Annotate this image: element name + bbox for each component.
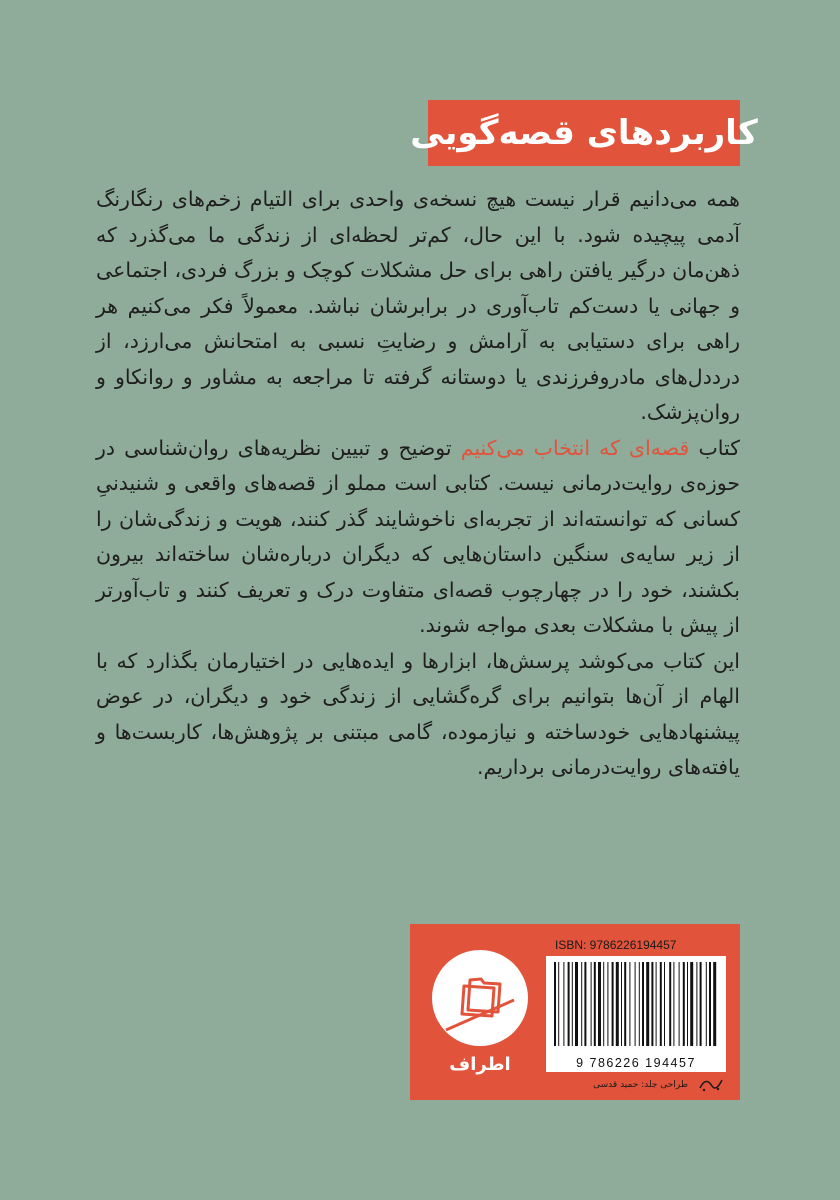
barcode-number: 9 786226 194457 [576, 1056, 696, 1070]
book-title: کاربردهای قصه‌گویی [410, 113, 758, 153]
folder-icon [432, 950, 528, 1046]
publisher-name: اطراف [449, 1054, 511, 1075]
paragraph-2-start: کتاب [689, 435, 740, 460]
paragraph-3-text: این کتاب می‌کوشد پرسش‌ها، ابزارها و ایده‌هایی در اختیارمان بگذارد که با الهام از آن‌ها بتوانیم برای گره‌گشایی از زندگی خود و دیگران، در عوض پیشنهادهایی خودساخته و نیازموده، گامی مبتنی بر پژوهش‌ها، کاربست‌ها و یافته‌های روایت‌درمانی برداریم. [96, 648, 740, 779]
title-banner [410, 100, 758, 166]
paragraph-2 [96, 431, 740, 644]
cover-designer-credit: طراحی جلد: حمید قدسی [593, 1080, 688, 1090]
paragraph-2-end: توضیح و تبیین نظریه‌های روان‌شناسی در حوزه‌ی روایت‌درمانی نیست. کتابی است مملو از قصه‌های واقعی و شنیدنیِ کسانی که توانسته‌اند از تجربه‌ای ناخوشایند گذر کنند، هویت و زندگی‌شان را از زیر سایه‌ی سنگین داستان‌هایی که دیگران درباره‌شان ساخته‌اند بیرون بکشند، خود را در چهارچوب قصه‌ای متفاوت درک و تعریف کنند و تاب‌آورتر از پیش با مشکلات بعدی مواجه شوند. [96, 435, 740, 637]
book-name-highlight: قصه‌ای که انتخاب می‌کنیم [460, 435, 690, 460]
blurb-text [96, 182, 740, 786]
calligraphy-mark-icon [696, 1074, 726, 1094]
barcode-bars [552, 962, 720, 1046]
publisher-badge [410, 924, 740, 1100]
paragraph-1-text: همه می‌دانیم قرار نیست هیچ نسخه‌ی واحدی برای التیام زخم‌های رنگارنگ آدمی پیچیده شود. با این حال، کم‌تر لحظه‌ای از زندگی ما می‌گذرد که ذهن‌مان درگیر یافتن راهی برای حل مشکلات کوچک و بزرگ فردی، اجتماعی و جهانی یا دست‌کم تاب‌آوری در برابرشان نباشد. معمولاً فکر می‌کنیم هر راهی برای دستیابی به آرامش و رضایتِ نسبی به امتحانش می‌ارزد، از درددل‌های مادروفرزندی یا دوستانه گرفته تا مراجعه به مشاور و روانکاو و روان‌پزشک. [96, 187, 740, 424]
paragraph-1 [96, 182, 740, 431]
paragraph-3 [96, 644, 740, 786]
isbn-label: ISBN: 9786226194457 [555, 938, 677, 952]
barcode [546, 956, 726, 1072]
publisher-logo [432, 950, 528, 1046]
